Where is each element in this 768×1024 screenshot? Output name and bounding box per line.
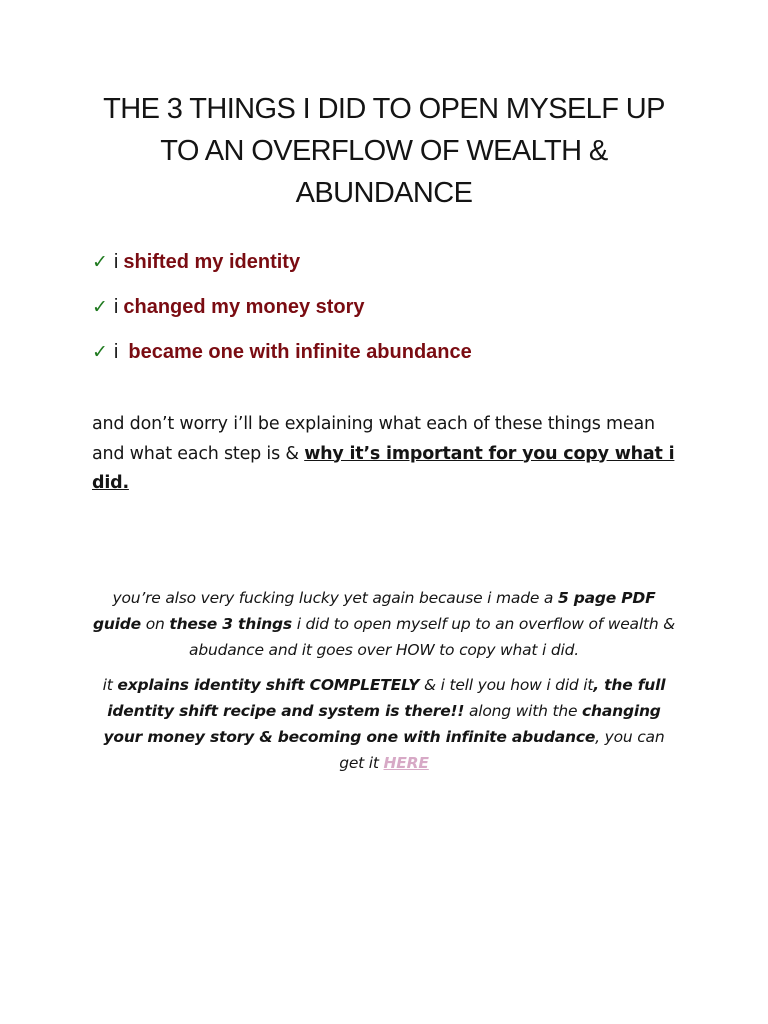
item-prefix: i (113, 341, 119, 363)
promo-text: & i tell you how i did it (419, 676, 594, 694)
steps-checklist (92, 244, 472, 379)
item-text: shifted my identity (123, 251, 301, 273)
promo-bold: explains identity shift COMPLETELY (117, 676, 420, 694)
explanation-emphasis: why it’s important for you copy what i did. (92, 443, 675, 493)
promo-bold: changing your money story & becoming one with infinite abudance (103, 702, 661, 746)
page-title: THE 3 THINGS I DID TO OPEN MYSELF UP TO AN OVERFLOW OF WEALTH & ABUNDANCE (103, 93, 665, 209)
checkmark-icon: ✓ (92, 341, 108, 363)
checklist-item (92, 289, 472, 334)
checkmark-icon: ✓ (92, 296, 108, 318)
checklist-item (92, 244, 472, 289)
promo-text: along with the (464, 702, 583, 720)
promo-bold: , the full identity shift recipe and system is there!! (107, 676, 666, 720)
promo-text: on (141, 615, 170, 633)
item-text: changed my money story (123, 296, 365, 318)
checklist-item (92, 334, 472, 379)
promo-paragraph-2 (92, 672, 676, 776)
promo-text: , you can get it (339, 728, 665, 772)
promo-bold: these 3 things (169, 615, 292, 633)
item-prefix: i (113, 296, 119, 318)
explanation-paragraph (92, 410, 682, 499)
promo-text: i did to open myself up to an overflow of wealth & abudance and it goes over HOW to copy what i did. (189, 615, 676, 659)
here-link[interactable]: HERE (383, 754, 429, 772)
promo-text: you’re also very fucking lucky yet again because i made a (112, 589, 558, 607)
item-prefix: i (113, 251, 119, 273)
item-text: became one with infinite abundance (128, 341, 472, 363)
promo-text: it (102, 676, 118, 694)
checkmark-icon: ✓ (92, 251, 108, 273)
explanation-text: and don’t worry i’ll be explaining what each of these things mean and what each step is & (92, 414, 655, 464)
promo-paragraph-1 (92, 585, 676, 663)
promo-bold: 5 page PDF guide (92, 589, 656, 633)
